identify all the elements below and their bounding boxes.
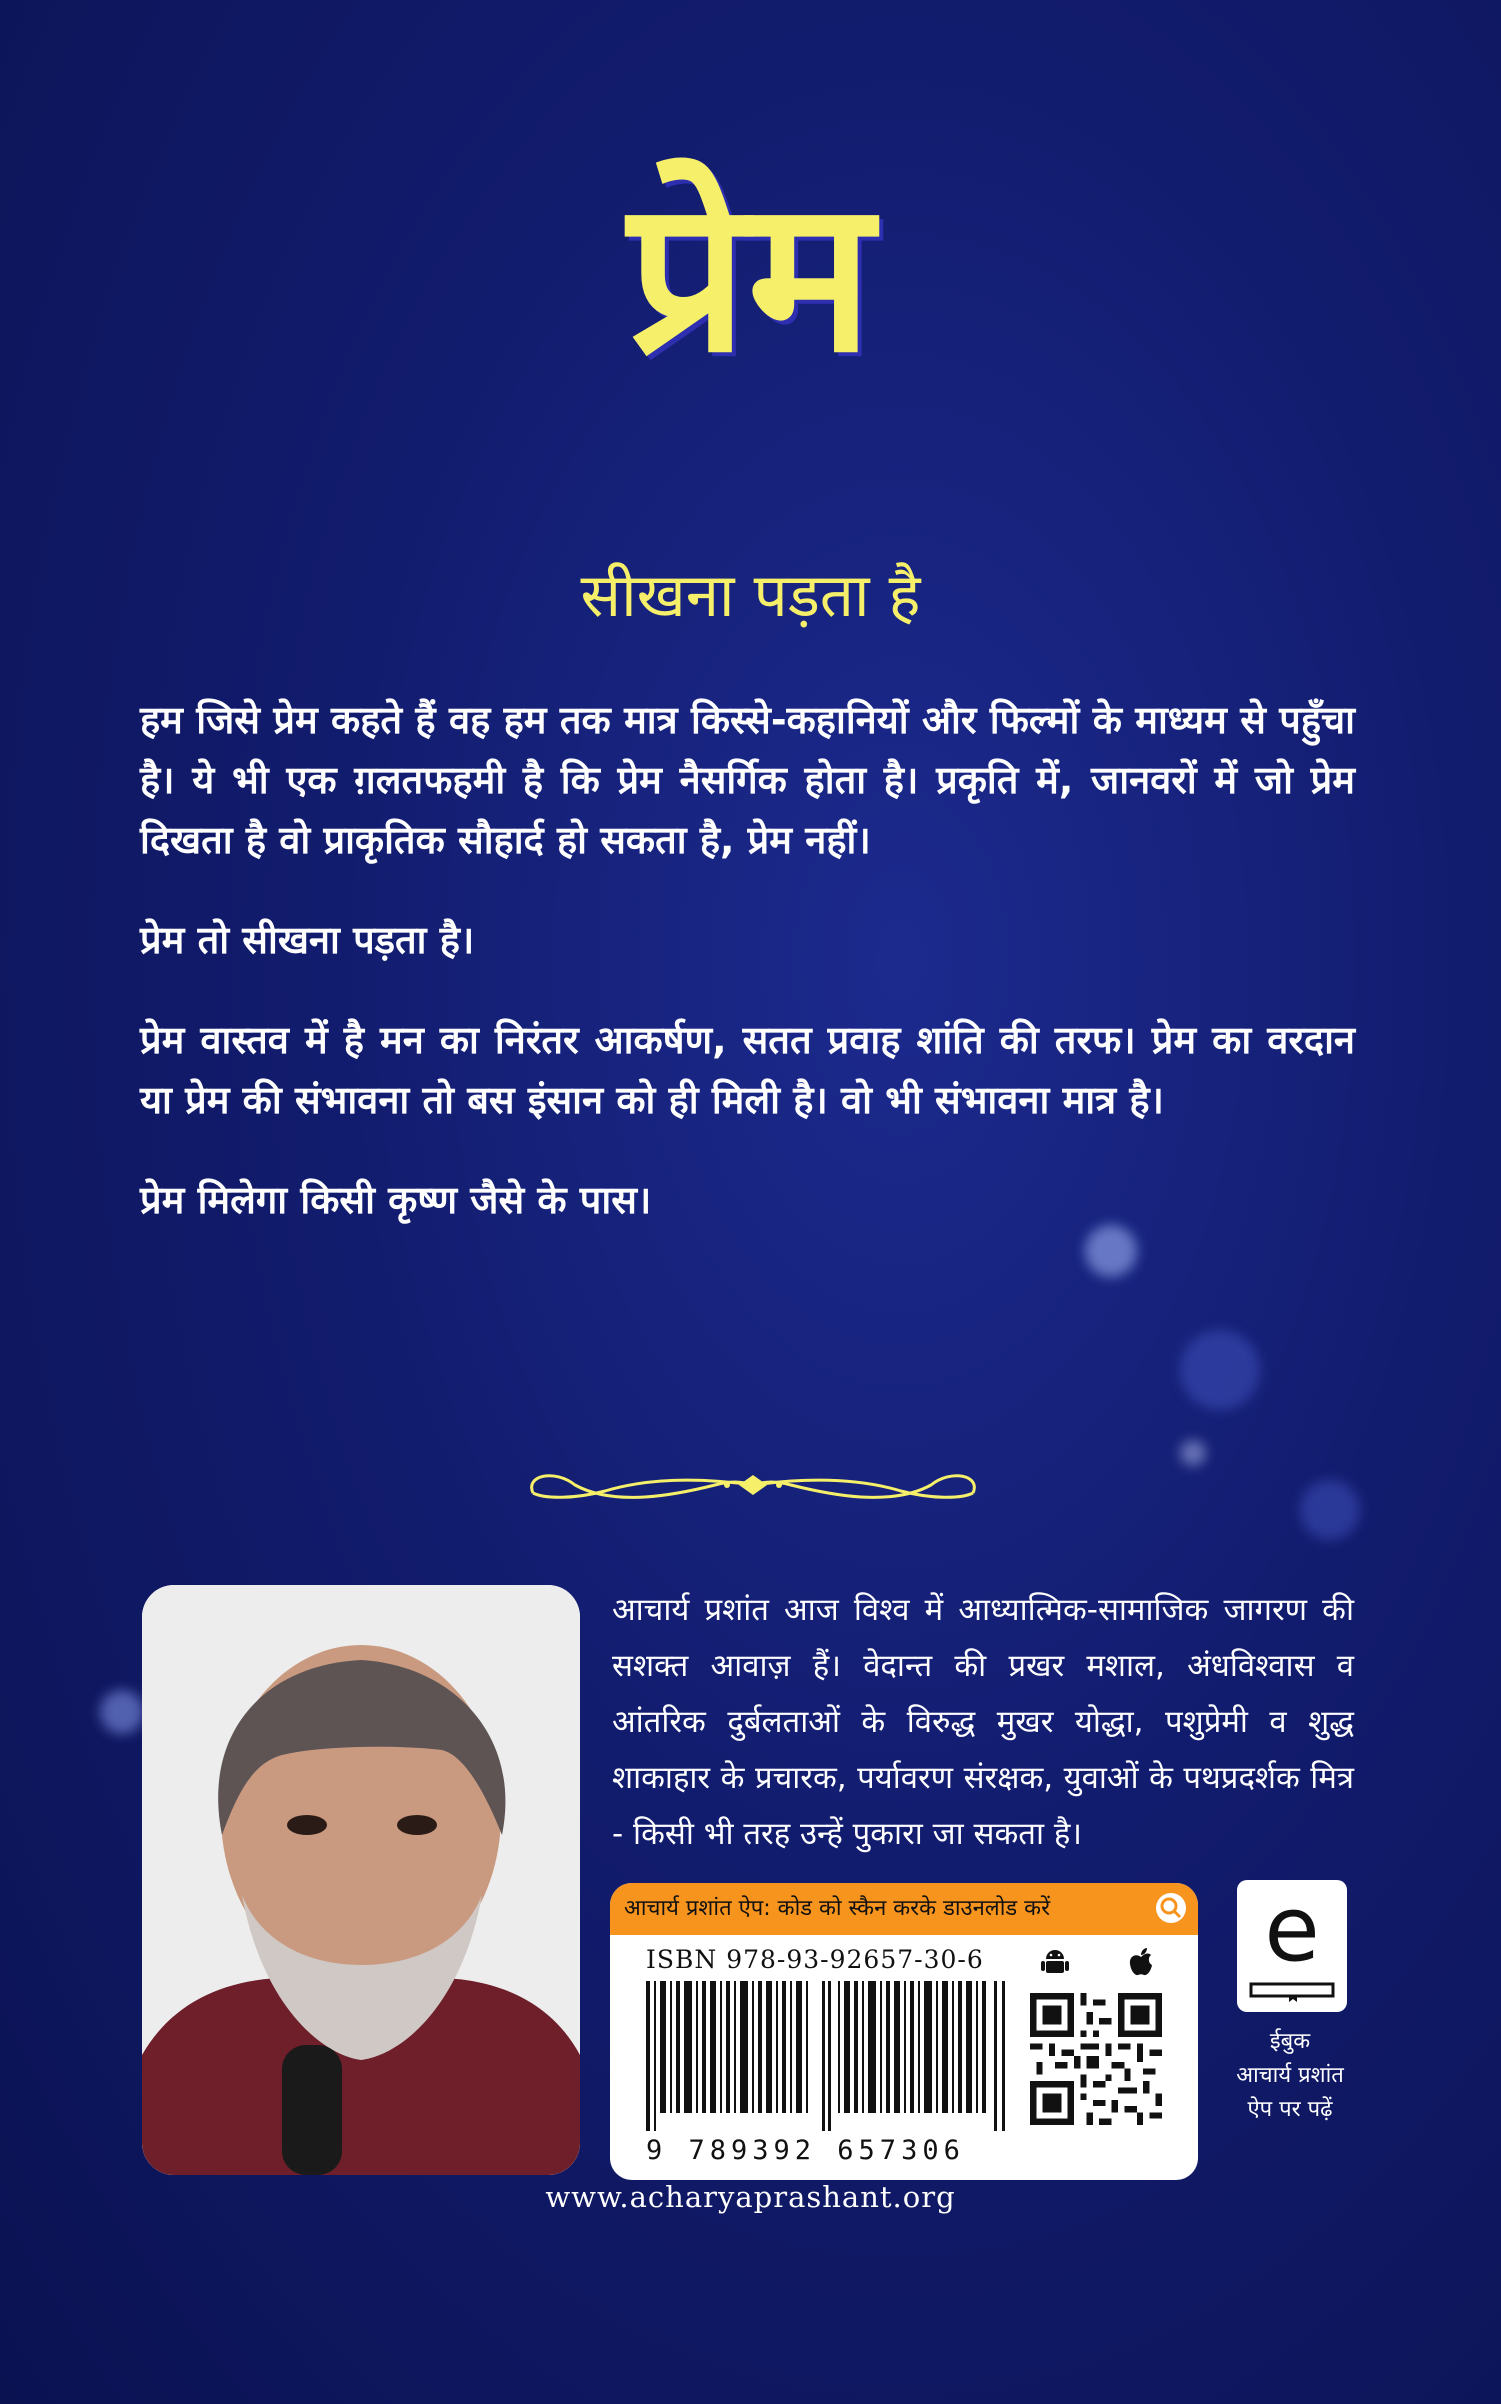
bokeh-light — [100, 1690, 144, 1734]
app-download-strip — [610, 1883, 1198, 1935]
ebook-caption — [1200, 2025, 1380, 2127]
book-subtitle: सीखना पड़ता है — [580, 561, 921, 631]
ebook-letter: e — [1264, 1877, 1320, 1982]
ebook-badge — [1237, 1877, 1347, 2012]
author-photo — [142, 1585, 580, 2175]
blurb-paragraph: हम जिसे प्रेम कहते हैं वह हम तक मात्र किस्से-कहानियों और फिल्मों के माध्यम से पहुँचा है। ये भी एक ग़लतफहमी है कि प्रेम नैसर्गिक होता है। प्रकृति में, जानवरों में जो प्रेम दिखता है वो प्राकृतिक सौहार्द हो सकता है, प्रेम नहीं। — [140, 698, 1355, 862]
isbn-number: ISBN 978-93-92657-30-6 — [646, 1945, 984, 1974]
android-icon — [1038, 1945, 1072, 1979]
ebook-caption-line: ऐप पर पढ़ें — [1247, 2097, 1333, 2122]
blurb — [140, 690, 1355, 1270]
blurb-paragraph: प्रेम वास्तव में है मन का निरंतर आकर्षण, सतत प्रवाह शांति की तरफ। प्रेम का वरदान या प्रेम की संभावना तो बस इंसान को ही मिली है। वो भी संभावना मात्र है। — [140, 1018, 1355, 1122]
bokeh-light — [1300, 1480, 1360, 1540]
blurb-paragraph: प्रेम मिलेगा किसी कृष्ण जैसे के पास। — [140, 1178, 652, 1222]
search-icon — [1154, 1891, 1188, 1925]
ebook-caption-line: आचार्य प्रशांत — [1236, 2063, 1344, 2088]
barcode — [646, 1981, 1016, 2131]
author-bio: आचार्य प्रशांत आज विश्व में आध्यात्मिक-सामाजिक जागरण की सशक्त आवाज़ हैं। वेदान्त की प्रखर मशाल, अंधविश्वास व आंतरिक दुर्बलताओं के विरुद्ध मुखर योद्धा, पशुप्रेमी व शुद्ध शाकाहार के प्रचारक, पर्यावरण संरक्षक, युवाओं के पथप्रदर्शक मित्र - किसी भी तरह उन्हें पुकारा जा सकता है। — [612, 1592, 1354, 1852]
barcode-card — [610, 1883, 1198, 2180]
bokeh-light — [1180, 1440, 1206, 1466]
barcode-digits: 9 789392 657306 — [646, 2135, 965, 2166]
website-url: www.acharyaprashant.org — [545, 2180, 956, 2214]
book-title: प्रेम — [627, 152, 874, 399]
ebook-caption-line: ईबुक — [1269, 2029, 1311, 2054]
apple-icon — [1124, 1945, 1158, 1979]
blurb-paragraph: प्रेम तो सीखना पड़ता है। — [140, 918, 475, 962]
app-download-text: आचार्य प्रशांत ऐप: कोड को स्कैन करके डाउनलोड करें — [624, 1896, 1051, 1921]
book-icon — [1249, 1980, 1335, 2002]
qr-code — [1030, 1993, 1162, 2125]
bokeh-light — [1180, 1330, 1260, 1410]
ornament-divider — [515, 1455, 991, 1515]
